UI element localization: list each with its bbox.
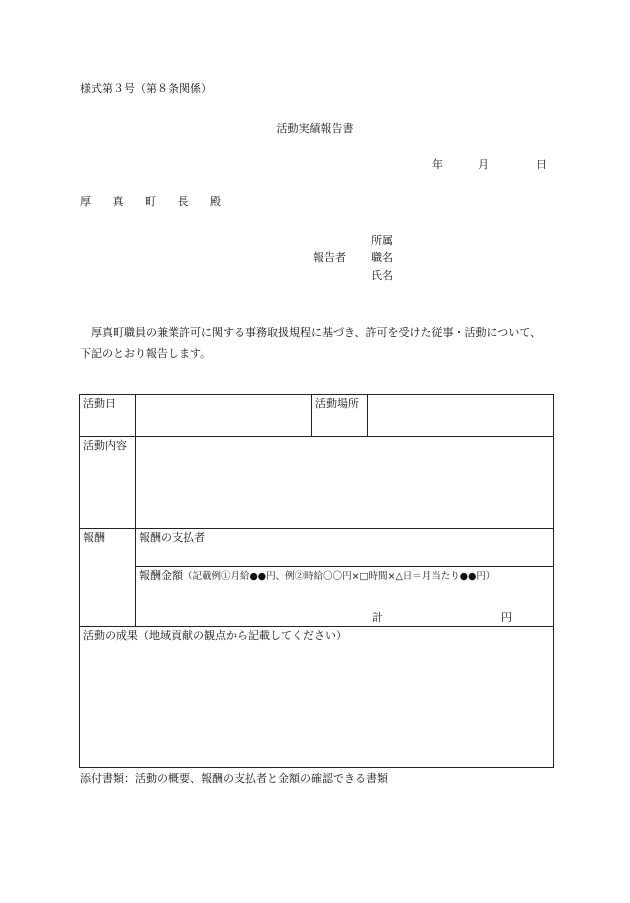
yen-label: 円 (501, 611, 512, 624)
activity-content-row (80, 437, 554, 529)
date-year: 年 (432, 158, 443, 171)
report-table (79, 394, 554, 768)
total-label: 計 (372, 611, 383, 624)
reporter-affiliation-label: 所属 (371, 234, 393, 247)
activity-content-field[interactable] (136, 437, 554, 529)
reporter-label: 報告者 (313, 251, 346, 264)
document-title: 活動実績報告書 (276, 122, 354, 135)
amount-label: 報酬金額 (139, 569, 183, 582)
form-number: 様式第３号（第８条関係） (80, 82, 212, 95)
attachment-note: 添付書類：活動の概要、報酬の支払者と金額の確認できる書類 (80, 772, 388, 785)
activity-content-label: 活動内容 (80, 437, 136, 529)
reporter-position-label: 職名 (371, 251, 393, 264)
activity-place-label: 活動場所 (312, 395, 368, 437)
results-field[interactable] (80, 627, 554, 768)
amount-field[interactable] (136, 567, 554, 627)
results-row (80, 627, 554, 768)
date-month: 月 (478, 158, 489, 171)
activity-date-field[interactable] (136, 395, 312, 437)
compensation-amount-row (80, 567, 554, 627)
compensation-label: 報酬 (80, 529, 136, 627)
activity-date-label: 活動日 (80, 395, 136, 437)
amount-example: （記載例①月給●●円、例②時給〇〇円×□時間×△日＝月当たり●●円） (183, 571, 496, 582)
results-label: 活動の成果（地域貢献の観点から記載してください） (83, 629, 347, 642)
payer-label: 報酬の支払者 (139, 531, 205, 544)
addressee: 厚 真 町 長 殿 (80, 195, 230, 208)
payer-field[interactable] (136, 529, 554, 567)
report-statement: 厚真町職員の兼業許可に関する事務取扱規程に基づき、許可を受けた従事・活動について、下記のとおり報告します。 (80, 326, 542, 360)
activity-date-row (80, 395, 554, 437)
compensation-payer-row (80, 529, 554, 567)
date-day: 日 (536, 158, 547, 171)
reporter-name-label: 氏名 (371, 269, 393, 282)
activity-place-field[interactable] (368, 395, 554, 437)
